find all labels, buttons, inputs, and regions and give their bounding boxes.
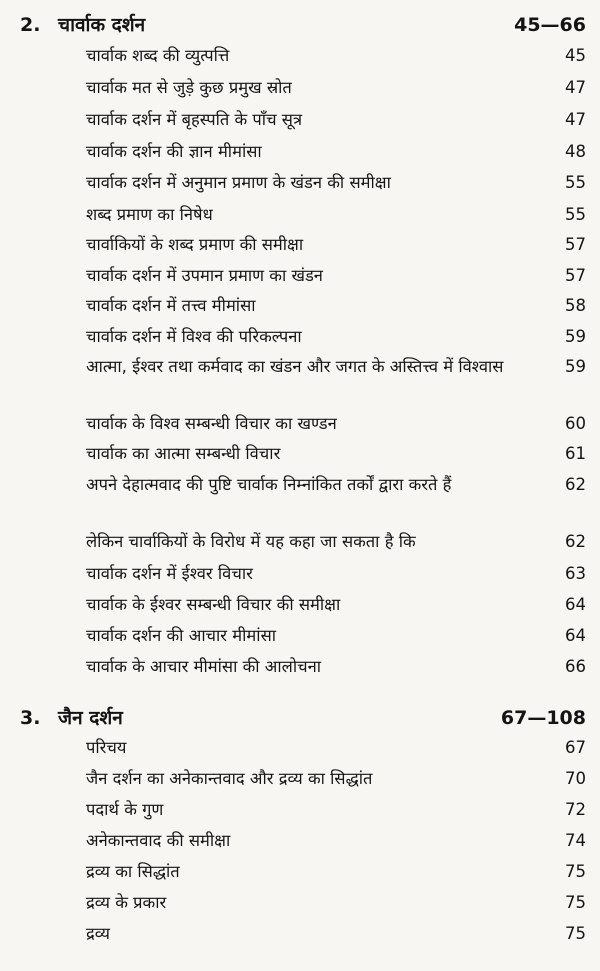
entry-title: चार्वाक दर्शन की ज्ञान मीमांसा [86,142,262,161]
toc-entry[interactable] [86,355,586,378]
entry-page: 72 [565,800,586,819]
toc-entry[interactable] [86,264,586,287]
toc-entry[interactable] [86,203,586,226]
entry-title: परिचय [86,738,127,757]
entry-page: 47 [565,78,586,97]
chapter-page-range: 45—66 [514,14,586,36]
chapter-number: 2. [20,14,41,36]
toc-entry[interactable] [86,233,586,256]
entry-page: 45 [565,46,586,65]
chapter-title: जैन दर्शन [58,707,123,729]
entry-title: चार्वाक दर्शन की आचार मीमांसा [86,626,277,645]
entry-page: 67 [565,738,586,757]
entry-title: चार्वाक दर्शन में अनुमान प्रमाण के खंडन की समीक्षा [86,173,391,192]
entry-page: 61 [565,444,586,463]
entry-title: द्रव्य के प्रकार [86,893,167,912]
entry-title: चार्वाक दर्शन में बृहस्पति के पाँच सूत्र [86,110,303,129]
toc-entry[interactable] [86,412,586,435]
chapter-page-range: 67—108 [500,707,586,729]
entry-page: 57 [565,235,586,254]
entry-page: 59 [565,357,586,376]
toc-entry[interactable] [86,798,586,821]
entry-title: अनेकान्तवाद की समीक्षा [86,831,231,850]
entry-title: द्रव्य [86,924,110,943]
entry-page: 62 [565,532,586,551]
toc-entry[interactable] [86,736,586,759]
entry-page: 60 [565,414,586,433]
entry-title: चार्वाक दर्शन में तत्त्व मीमांसा [86,296,256,315]
toc-entry[interactable] [86,108,586,131]
entry-title: चार्वाक दर्शन में विश्व की परिकल्पना [86,327,302,346]
entry-page: 74 [565,831,586,850]
entry-title: आत्मा, ईश्वर तथा कर्मवाद का खंडन और जगत के अस्तित्त्व में विश्वास [86,357,504,376]
toc-entry[interactable] [86,44,586,67]
toc-entry[interactable] [86,829,586,852]
entry-title: चार्वाकियों के शब्द प्रमाण की समीक्षा [86,235,304,254]
entry-title: पदार्थ के गुण [86,800,164,819]
chapter-heading [0,703,600,733]
toc-entry[interactable] [86,767,586,790]
chapter-title: चार्वाक दर्शन [58,14,146,36]
entry-page: 59 [565,327,586,346]
entry-page: 55 [565,173,586,192]
toc-entry[interactable] [86,891,586,914]
entry-page: 66 [565,657,586,676]
entry-page: 75 [565,893,586,912]
entry-title: चार्वाक के विश्व सम्बन्धी विचार का खण्डन [86,414,337,433]
entry-page: 64 [565,595,586,614]
entry-title: चार्वाक के ईश्वर सम्बन्धी विचार की समीक्षा [86,595,341,614]
toc-entry[interactable] [86,294,586,317]
entry-page: 47 [565,110,586,129]
toc-entry[interactable] [86,473,586,496]
entry-title: चार्वाक मत से जुड़े कुछ प्रमुख स्रोत [86,78,292,97]
entry-title: जैन दर्शन का अनेकान्तवाद और द्रव्य का सिद्धांत [86,769,373,788]
entry-page: 64 [565,626,586,645]
entry-page: 75 [565,862,586,881]
entry-page: 62 [565,475,586,494]
entry-page: 75 [565,924,586,943]
entry-title: शब्द प्रमाण का निषेध [86,205,213,224]
toc-entry[interactable] [86,562,586,585]
toc-entry[interactable] [86,593,586,616]
entry-title: द्रव्य का सिद्धांत [86,862,180,881]
toc-entry[interactable] [86,624,586,647]
toc-entry[interactable] [86,325,586,348]
entry-title: चार्वाक का आत्मा सम्बन्धी विचार [86,444,281,463]
entry-title: अपने देहात्मवाद की पुष्टि चार्वाक निम्नांकित तर्कों द्वारा करते हैं [86,475,452,494]
entry-page: 48 [565,142,586,161]
toc-entry[interactable] [86,860,586,883]
entry-page: 55 [565,205,586,224]
entry-page: 57 [565,266,586,285]
toc-entry[interactable] [86,442,586,465]
toc-entry[interactable] [86,655,586,678]
toc-entry[interactable] [86,140,586,163]
toc-entry[interactable] [86,922,586,945]
toc-entry[interactable] [86,76,586,99]
entry-title: चार्वाक शब्द की व्युत्पत्ति [86,46,230,65]
entry-page: 70 [565,769,586,788]
entry-title: चार्वाक दर्शन में ईश्वर विचार [86,564,253,583]
toc-entry[interactable] [86,530,586,553]
entry-title: चार्वाक के आचार मीमांसा की आलोचना [86,657,322,676]
entry-page: 58 [565,296,586,315]
chapter-heading [0,10,600,40]
chapter-number: 3. [20,707,41,729]
entry-page: 63 [565,564,586,583]
entry-title: चार्वाक दर्शन में उपमान प्रमाण का खंडन [86,266,323,285]
entry-title: लेकिन चार्वाकियों के विरोध में यह कहा जा सकता है कि [86,532,416,551]
toc-entry[interactable] [86,171,586,194]
